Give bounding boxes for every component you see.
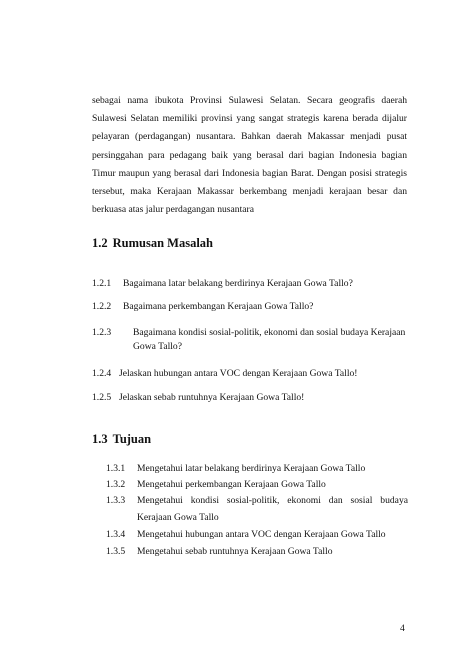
- paragraph-line: persinggahan para pedagang baik yang berasal dari bagian Indonesia bagian: [92, 149, 407, 161]
- item-number: 1.2.5: [92, 392, 112, 403]
- item-text: Jelaskan sebab runtuhnya Kerajaan Gowa Tallo!: [119, 392, 305, 403]
- list-item: [106, 478, 326, 492]
- item-number: 1.2.2: [92, 301, 112, 312]
- item-number: 1.2.1: [92, 278, 112, 289]
- list-item: [92, 326, 405, 354]
- section-heading-rumusan: [92, 236, 213, 251]
- list-item: [106, 494, 408, 525]
- item-text: Jelaskan hubungan antara VOC dengan Kerajaan Gowa Tallo!: [119, 368, 358, 379]
- intro-paragraph: [92, 92, 407, 219]
- item-number: 1.3.1: [106, 463, 126, 474]
- item-text: Bagaimana perkembangan Kerajaan Gowa Tallo?: [123, 301, 314, 312]
- list-item: [92, 300, 313, 314]
- section-title: Tujuan: [112, 432, 152, 446]
- section-number: 1.2: [92, 236, 108, 250]
- item-text-continuation: Kerajaan Gowa Tallo: [137, 512, 219, 523]
- paragraph-line: pelayaran (perdagangan) nusantara. Bahkan daerah Makassar menjadi pusat: [92, 131, 407, 143]
- item-number: 1.2.3: [92, 327, 112, 338]
- item-text: Mengetahui sebab runtuhnya Kerajaan Gowa Tallo: [137, 546, 333, 557]
- list-item: [106, 545, 333, 559]
- item-text: Bagaimana latar belakang berdirinya Kerajaan Gowa Tallo?: [123, 278, 353, 289]
- page-number: 4: [400, 623, 405, 634]
- list-item: [92, 367, 357, 381]
- item-text: Mengetahui latar belakang berdirinya Kerajaan Gowa Tallo: [137, 463, 366, 474]
- item-text: Bagaimana kondisi sosial-politik, ekonomi dan sosial budaya Kerajaan: [133, 327, 406, 338]
- item-number: 1.3.2: [106, 479, 126, 490]
- item-text: Mengetahui perkembangan Kerajaan Gowa Tallo: [137, 479, 326, 490]
- item-number: 1.3.3: [106, 495, 126, 506]
- paragraph-line: Sulawesi Selatan memiliki provinsi yang sangat strategis karena berada dijalur: [92, 113, 407, 125]
- list-item: [106, 462, 365, 476]
- paragraph-line: sebagai nama ibukota Provinsi Sulawesi Selatan. Secara geografis daerah: [92, 95, 407, 106]
- item-number: 1.2.4: [92, 368, 112, 379]
- paragraph-line: Timur maupun yang berasal dari Indonesia bagian Barat. Dengan posisi strategis: [92, 167, 407, 179]
- section-heading-tujuan: [92, 432, 151, 447]
- section-title: Rumusan Masalah: [112, 236, 213, 250]
- item-number: 1.3.4: [106, 529, 126, 540]
- item-text: Mengetahui kondisi sosial-politik, ekonomi dan sosial budaya: [137, 495, 408, 506]
- paragraph-line: tersebut, maka Kerajaan Makassar berkembang menjadi kerajaan besar dan: [92, 186, 407, 198]
- item-text-continuation: Gowa Tallo?: [133, 341, 182, 352]
- list-item: [106, 528, 386, 542]
- paragraph-line: berkuasa atas jalur perdagangan nusantara: [92, 204, 254, 216]
- item-number: 1.3.5: [106, 546, 126, 557]
- list-item: [92, 277, 353, 291]
- list-item: [92, 391, 304, 405]
- section-number: 1.3: [92, 432, 108, 446]
- item-text: Mengetahui hubungan antara VOC dengan Kerajaan Gowa Tallo: [137, 529, 386, 540]
